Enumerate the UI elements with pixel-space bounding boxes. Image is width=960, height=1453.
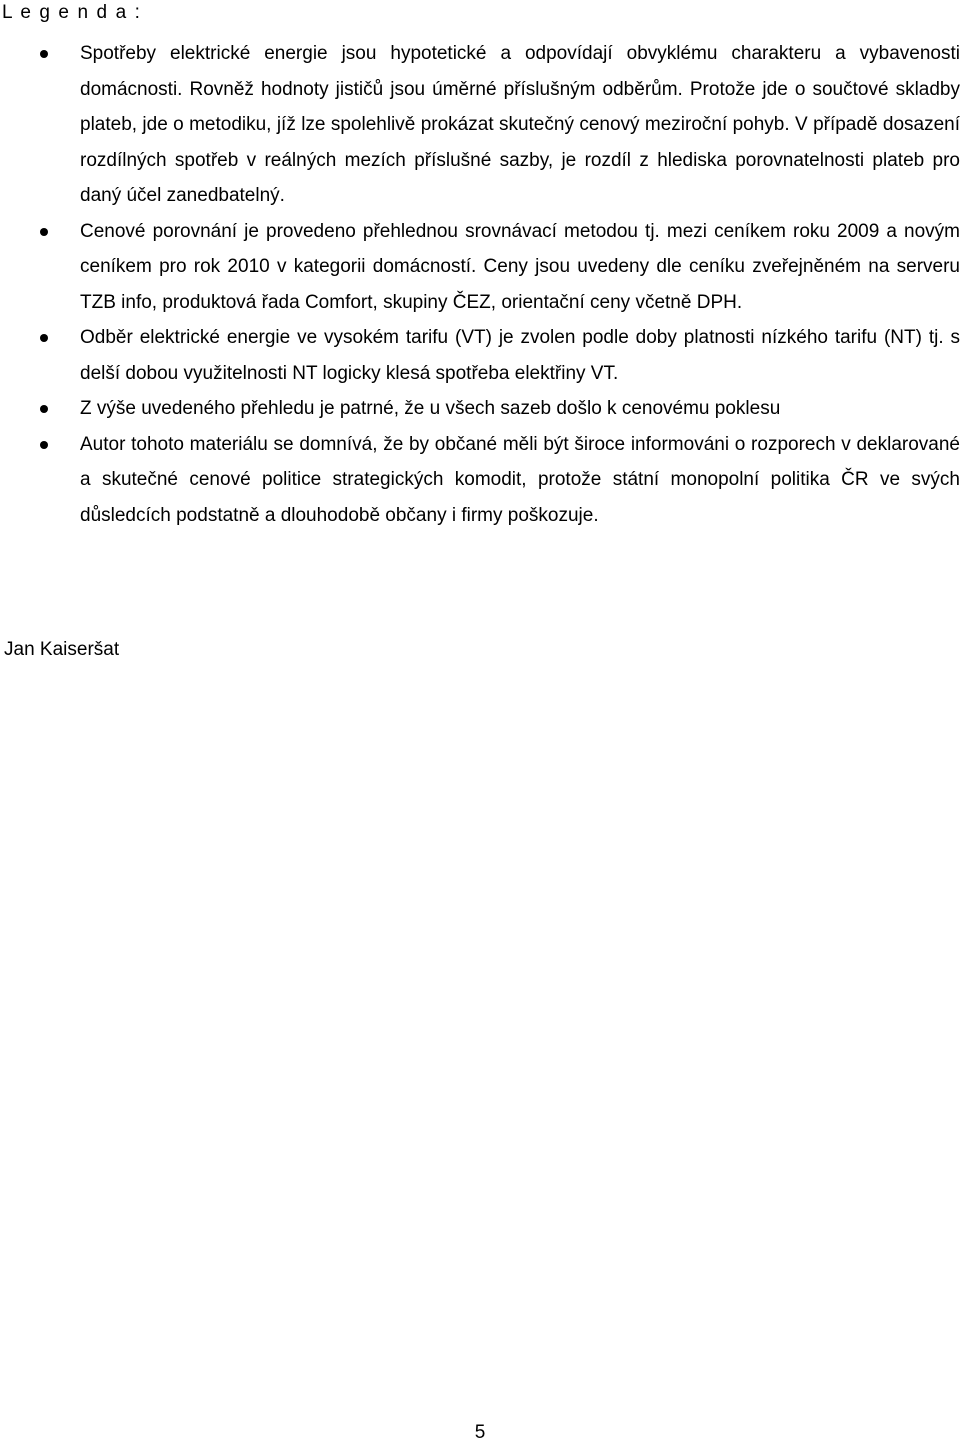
bullet-icon <box>40 441 48 449</box>
author-signature: Jan Kaiseršat <box>4 639 120 660</box>
list-item-text: Cenové porovnání je provedeno přehlednou srovnávací metodou tj. mezi ceníkem roku 2009 a novým ceníkem pro rok 2010 v kategorii domácností. Ceny jsou uvedeny dle ceníku zveřejněném na serveru TZB info, produktová řada Comfort, skupiny ČEZ, orientační ceny včetně DPH. <box>80 220 960 313</box>
list-item <box>0 391 960 427</box>
bullet-icon <box>40 334 48 342</box>
bullet-icon <box>40 228 48 236</box>
list-item-text: Autor tohoto materiálu se domnívá, že by občané měli být široce informováni o rozporech v deklarované a skutečné cenové politice strategických komodit, protože státní monopolní politika ČR ve svých důsledcích podstatně a dlouhodobě občany i firmy poškozuje. <box>80 433 960 526</box>
list-item-text: Spotřeby elektrické energie jsou hypotetické a odpovídají obvyklému charakteru a vybavenosti domácnosti. Rovněž hodnoty jističů jsou úměrné příslušným odběrům. Protože jde o součtové skladby plateb, jde o metodiku, jíž lze spolehlivě prokázat skutečný cenový meziroční pohyb. V případě dosazení rozdílných spotřeb v reálných mezích příslušné sazby, je rozdíl z hlediska porovnatelnosti plateb pro daný účel zanedbatelný. <box>80 43 960 206</box>
list-item-text: Z výše uvedeného přehledu je patrné, že u všech sazeb došlo k cenovému poklesu <box>80 398 781 419</box>
legend-list <box>0 36 960 533</box>
list-item <box>0 320 960 391</box>
page-number: 5 <box>474 1422 486 1443</box>
list-item <box>0 427 960 534</box>
list-item <box>0 214 960 321</box>
legend-heading: L e g e n d a : <box>2 2 142 23</box>
bullet-icon <box>40 405 48 413</box>
list-item-text: Odběr elektrické energie ve vysokém tarifu (VT) je zvolen podle doby platnosti nízkého tarifu (NT) tj. s delší dobou využitelnosti NT logicky klesá spotřeba elektřiny VT. <box>80 327 960 384</box>
bullet-icon <box>40 50 48 58</box>
list-item <box>0 36 960 214</box>
